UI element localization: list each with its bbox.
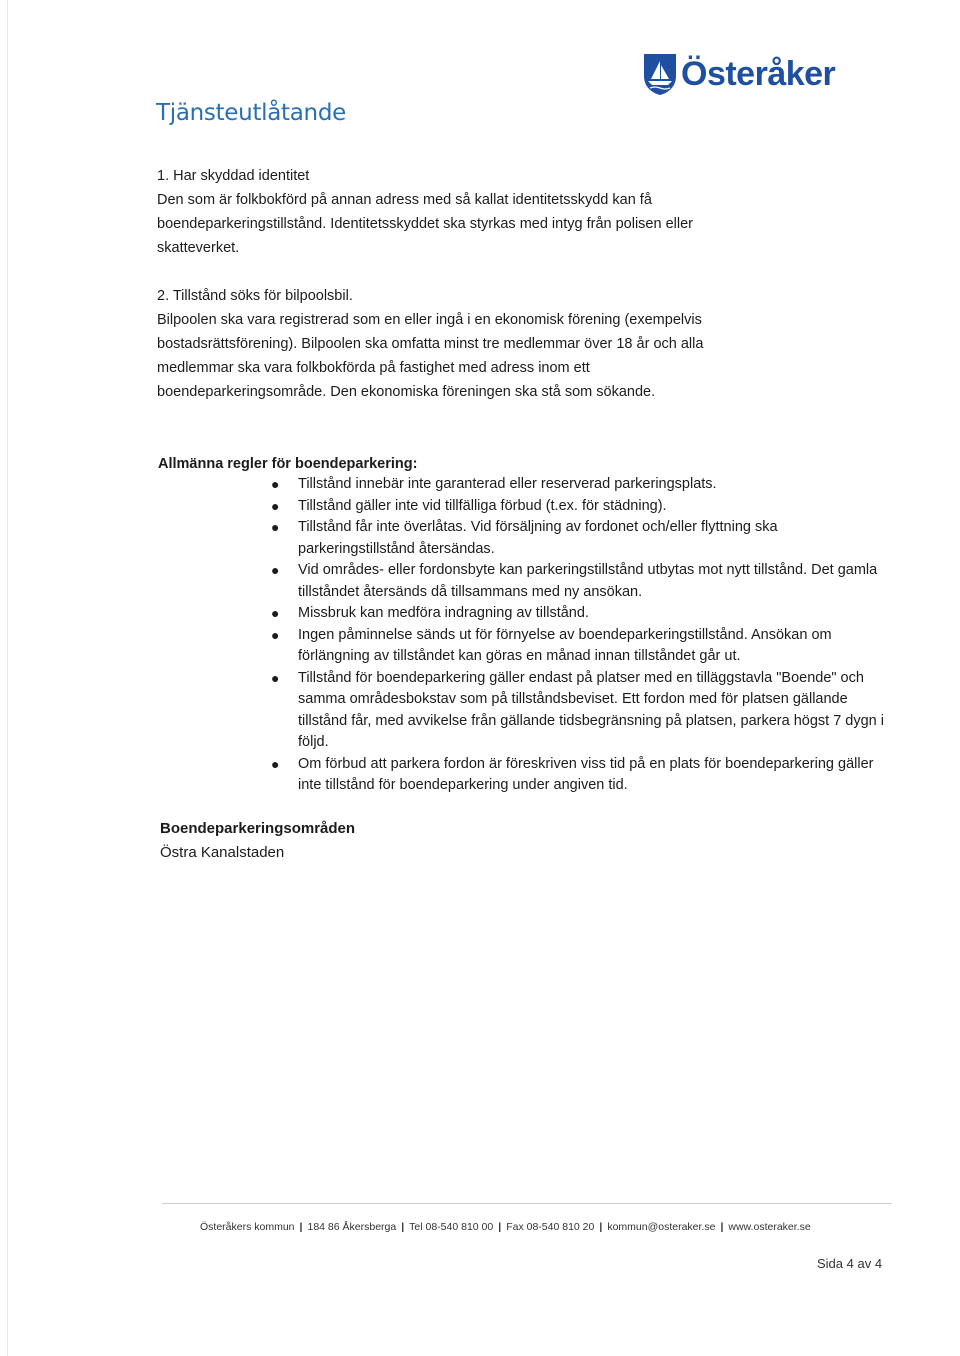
rule-text: Om förbud att parkera fordon är föreskriven viss tid på en plats för boendeparkering gäller inte tillstånd för boendeparkering under angiven tid. <box>298 755 874 793</box>
rule-text: Tillstånd gäller inte vid tillfälliga förbud (t.ex. för städning). <box>298 497 667 514</box>
bullet-icon: ● <box>271 626 280 643</box>
page-number: Sida 4 av 4 <box>817 1256 883 1271</box>
footer-org: Österåkers kommun <box>200 1221 295 1233</box>
rule-text: Tillstånd för boendeparkering gäller endast på platser med en tilläggstavla "Boende" och samma områdesbokstav som på tillståndsbeviset. Ett fordon med för platsen gällande tillstånd får, med avvikelse från gällande tidsbegränsning på platsen, parkera högst 7 dygn i följd. <box>298 669 884 750</box>
footer-separator: | <box>720 1221 724 1233</box>
rule-text: Missbruk kan medföra indragning av tillstånd. <box>298 605 589 621</box>
bullet-icon: ● <box>271 497 280 514</box>
rule-text: Tillstånd får inte överlåtas. Vid försäljning av fordonet och/eller flyttning ska parkeringstillstånd återsändas. <box>298 519 778 557</box>
bullet-icon: ● <box>271 755 280 772</box>
section-1-body: Den som är folkbokförd på annan adress med så kallat identitetsskydd kan få boendeparkeringstillstånd. Identitetsskyddet ska styrkas med intyg från polisen eller skatteverket. <box>157 192 693 256</box>
rule-text: Vid områdes- eller fordonsbyte kan parkeringstillstånd utbytas mot nytt tillstånd. Det gamla tillståndet återsänds då tillsammans med ny ansökan. <box>298 562 878 600</box>
rule-item <box>271 754 888 797</box>
rule-item <box>271 474 888 496</box>
document-title: Tjänsteutlåtande <box>156 100 346 126</box>
page-edge-line <box>7 0 8 1356</box>
osteraker-coat-of-arms-icon <box>642 52 678 96</box>
rules-list <box>271 474 888 797</box>
section-1-heading: 1. Har skyddad identitet <box>157 168 310 184</box>
footer-divider <box>162 1203 892 1204</box>
osteraker-logo <box>642 52 835 96</box>
section-protected-identity <box>157 164 717 260</box>
footer-phone: Tel 08-540 810 00 <box>409 1221 494 1233</box>
rule-item <box>271 560 888 603</box>
section-2-body: Bilpoolen ska vara registrerad som en eller ingå i en ekonomisk förening (exempelvis bostadsrättsförening). Bilpoolen ska omfatta minst tre medlemmar över 18 år och alla medlemmar ska vara folkbokförda på fastighet med adress inom ett boendeparkeringsområde. Den ekonomiska föreningen ska stå som sökande. <box>157 312 704 400</box>
bullet-icon: ● <box>271 519 280 535</box>
logo-wordmark: Österåker <box>681 55 836 93</box>
footer-contact <box>200 1221 811 1233</box>
rule-text: Ingen påminnelse sänds ut för förnyelse av boendeparkeringstillstånd. Ansökan om förlängning av tillståndet kan göras en månad innan tillståndet går ut. <box>298 626 832 664</box>
rules-heading: Allmänna regler för boendeparkering: <box>158 456 418 472</box>
bullet-icon: ● <box>271 476 280 492</box>
bullet-icon: ● <box>271 669 280 686</box>
footer-separator: | <box>401 1221 405 1233</box>
footer-address: 184 86 Åkersberga <box>307 1221 397 1233</box>
rule-text: Tillstånd innebär inte garanterad eller reserverad parkeringsplats. <box>298 476 717 492</box>
parking-area-name: Östra Kanalstaden <box>160 844 285 861</box>
footer-separator: | <box>599 1221 603 1233</box>
section-2-heading: 2. Tillstånd söks för bilpoolsbil. <box>157 288 353 304</box>
rule-item <box>271 603 888 625</box>
parking-areas-heading: Boendeparkeringsområden <box>160 820 356 837</box>
rule-item <box>271 668 888 754</box>
footer-fax: Fax 08-540 810 20 <box>506 1221 595 1233</box>
bullet-icon: ● <box>271 605 280 621</box>
footer-separator: | <box>498 1221 502 1233</box>
section-carpool <box>157 284 717 404</box>
rule-item <box>271 625 888 668</box>
footer-web: www.osteraker.se <box>728 1221 811 1233</box>
footer-separator: | <box>299 1221 303 1233</box>
bullet-icon: ● <box>271 562 280 578</box>
rule-item <box>271 496 888 518</box>
rule-item <box>271 517 888 560</box>
footer-email: kommun@osteraker.se <box>607 1221 716 1233</box>
